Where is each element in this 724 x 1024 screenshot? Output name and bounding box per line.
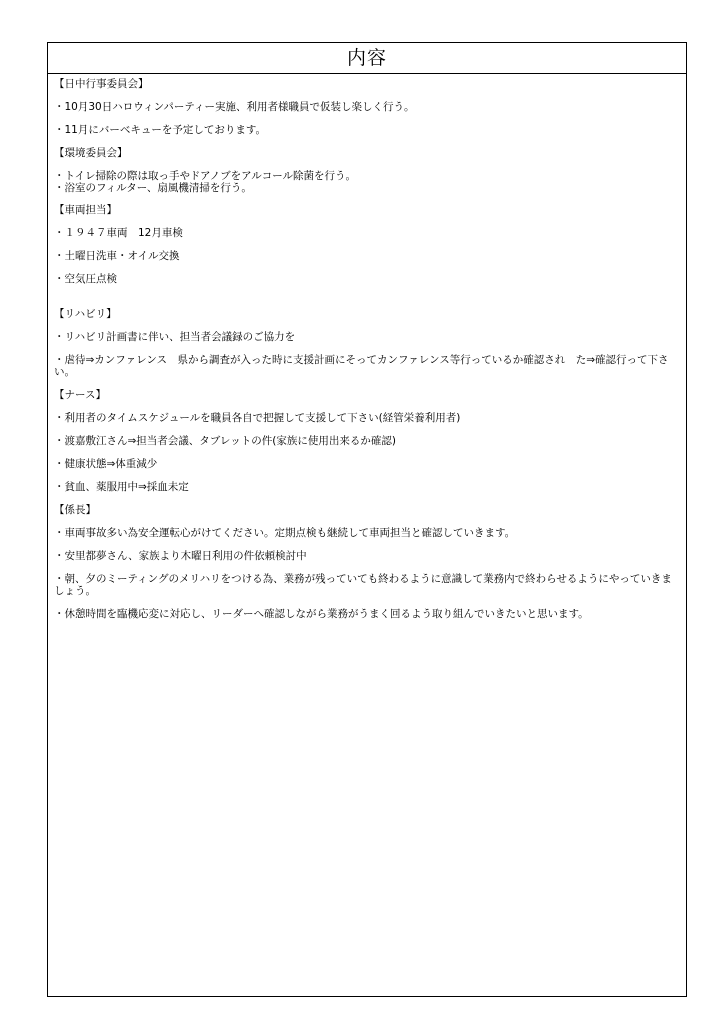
list-item: ・土曜日洗車・オイル交換 <box>54 250 180 262</box>
list-item: ・虐待⇒カンファレンス 県から調査が入った時に支援計画にそってカンファレンス等行っているか確認され た⇒確認行って下さい。 <box>54 354 669 378</box>
section-heading: 【係長】 <box>54 504 96 516</box>
section-heading: 【日中行事委員会】 <box>54 78 149 90</box>
document-frame <box>47 42 687 997</box>
section-heading: 【リハビリ】 <box>54 308 117 320</box>
list-item: ・利用者のタイムスケジュールを職員各自で把握して支援して下さい(経管栄養利用者) <box>54 412 461 424</box>
page-title: 内容 <box>346 46 387 69</box>
title-row <box>48 43 686 74</box>
section-heading: 【車両担当】 <box>54 204 117 216</box>
list-item: ・10月30日ハロウィンパーティー実施、利用者様職員で仮装し楽しく行う。 <box>54 101 415 113</box>
list-item: ・車両事故多い為安全運転心がけてください。定期点検も継続して車両担当と確認していきます。 <box>54 527 516 539</box>
section-heading: 【ナース】 <box>54 389 106 401</box>
content-area <box>48 78 686 620</box>
list-item: ・１９４７車両 12月車検 <box>54 227 183 239</box>
list-item: ・トイレ掃除の際は取っ手やドアノブをアルコール除菌を行う。 <box>54 170 356 182</box>
list-item: ・朝、夕のミーティングのメリハリをつける為、業務が残っていても終わるように意識して業務内で終わらせるようにやっていきましょう。 <box>54 573 672 597</box>
section-heading: 【環境委員会】 <box>54 147 128 159</box>
list-item: ・浴室のフィルター、扇風機清掃を行う。 <box>54 182 252 194</box>
list-item: ・渡嘉敷江さん⇒担当者会議、タブレットの件(家族に使用出来るか確認) <box>54 435 396 447</box>
list-item: ・休憩時間を臨機応変に対応し、リーダーへ確認しながら業務がうまく回るよう取り組んでいきたいと思います。 <box>54 608 589 620</box>
list-item: ・リハビリ計画書に伴い、担当者会議録のご協力を <box>54 331 296 343</box>
list-item: ・空気圧点検 <box>54 273 117 285</box>
list-item: ・11月にバーベキューを予定しております。 <box>54 124 267 136</box>
list-item: ・貧血、薬服用中⇒採血未定 <box>54 481 189 493</box>
list-item: ・安里都夢さん、家族より木曜日利用の件依頼検討中 <box>54 550 307 562</box>
list-item: ・健康状態⇒体重減少 <box>54 458 158 470</box>
